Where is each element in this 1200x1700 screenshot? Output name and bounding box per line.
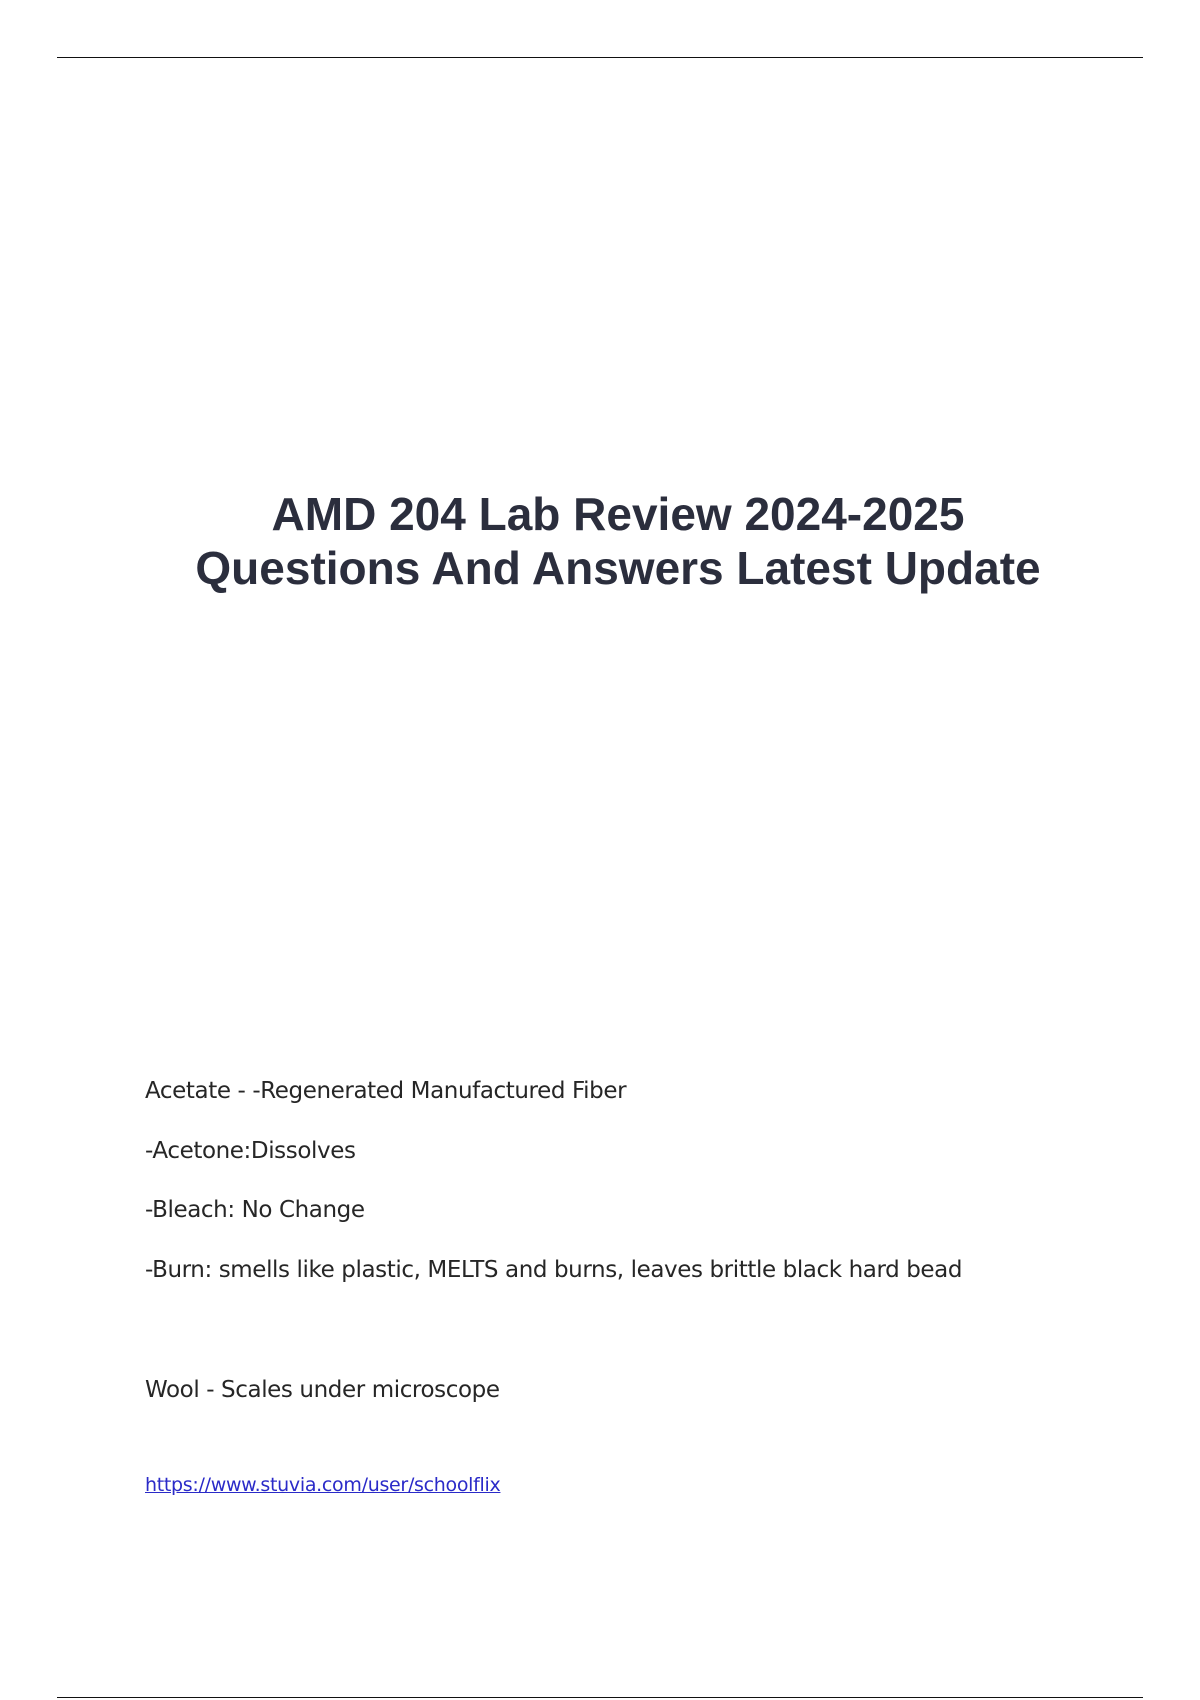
entry-acetone: -Acetone:Dissolves [145,1138,356,1164]
entry-wool: Wool - Scales under microscope [145,1377,500,1403]
header-rule [57,57,1143,58]
title-line-1: AMD 204 Lab Review 2024-2025 [271,488,965,540]
title-line-2: Questions And Answers Latest Update [195,542,1041,594]
document-title [0,487,1200,595]
source-link[interactable]: https://www.stuvia.com/user/schoolflix [145,1474,501,1496]
entry-acetate: Acetate - -Regenerated Manufactured Fiber [145,1078,627,1104]
entry-bleach: -Bleach: No Change [145,1197,365,1223]
entry-burn: -Burn: smells like plastic, MELTS and burns, leaves brittle black hard bead [145,1257,963,1283]
footer-rule [57,1697,1143,1698]
